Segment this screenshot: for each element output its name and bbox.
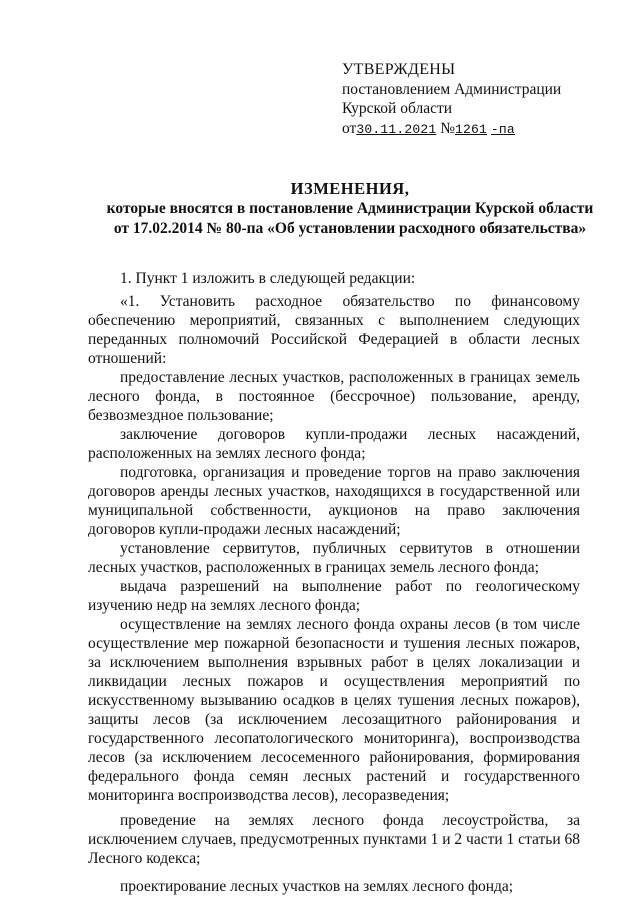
paragraph-8: осуществление на землях лесного фонда охраны лесов (в том числе осуществление мер пожарной безопасности и тушения лесных пожаров, за исключением выполнения взрывных работ в целях локализации и ликвидации лесных пожаров и осуществления мероприятий по искусственному вызыванию осадков в целях тушения лесных пожаров), защиты лесов (за исключением лесозащитного районирования и государственного лесопатологического мониторинга), воспроизводства лесов (за исключением лесосеменного районирования, формирования федерального фонда семян лесных растений и государственного мониторинга воспроизводства лесов), лесоразведения; bbox=[88, 616, 580, 804]
paragraph-5: подготовка, организация и проведение торгов на право заключения договоров аренды лесных участков, находящихся в государственной или муниципальной собственности, аукционов на право заключения договоров купли-продажи лесных насаждений; bbox=[88, 464, 580, 538]
paragraph-4: заключение договоров купли-продажи лесных насаждений, расположенных на землях лесного фонда; bbox=[88, 426, 580, 462]
approval-line-1: постановлением Администрации bbox=[342, 80, 562, 98]
paragraph-3: предоставление лесных участков, расположенных в границах земель лесного фонда, в постоянное (бессрочное) пользование, аренду, безвозмездное пользование; bbox=[88, 369, 580, 424]
approval-number-suffix: -па bbox=[490, 121, 515, 137]
paragraph-1: 1. Пункт 1 изложить в следующей редакции: bbox=[120, 270, 416, 287]
approval-line-2: Курской области bbox=[342, 100, 453, 117]
approval-number: 1261 bbox=[455, 121, 488, 137]
paragraph-9: проведение на землях лесного фонда лесоустройства, за исключением случаев, предусмотренных пунктами 1 и 2 части 1 статьи 68 Лесного кодекса; bbox=[88, 812, 580, 867]
approval-date: 30.11.2021 bbox=[356, 121, 437, 137]
title-line-2: от 17.02.2014 № 80-па «Об установлении расходного обязательства» bbox=[113, 220, 587, 237]
approval-heading: УТВЕРЖДЕНЫ bbox=[342, 61, 456, 78]
paragraph-6: установление сервитутов, публичных сервитутов в отношении лесных участков, расположенных в границах земель лесного фонда; bbox=[88, 540, 580, 576]
document-title bbox=[60, 179, 640, 239]
date-prefix: от bbox=[342, 119, 357, 137]
approval-date-line bbox=[342, 119, 632, 140]
title-line-1: которые вносятся в постановление Администрации Курской области bbox=[106, 200, 594, 217]
paragraph-2: «1. Установить расходное обязательство по финансовому обеспечению мероприятий, связанных с выполнением следующих переданных полномочий Российской Федерацией в области лесных отношений: bbox=[88, 293, 580, 367]
title-main: ИЗМЕНЕНИЯ, bbox=[290, 179, 410, 198]
document-body bbox=[88, 269, 580, 896]
paragraph-10: проектирование лесных участков на землях лесного фонда; bbox=[120, 878, 514, 895]
approval-stamp bbox=[342, 60, 632, 139]
paragraph-7: выдача разрешений на выполнение работ по геологическому изучению недр на землях лесного фонда; bbox=[88, 578, 580, 614]
number-prefix: № bbox=[440, 119, 456, 137]
